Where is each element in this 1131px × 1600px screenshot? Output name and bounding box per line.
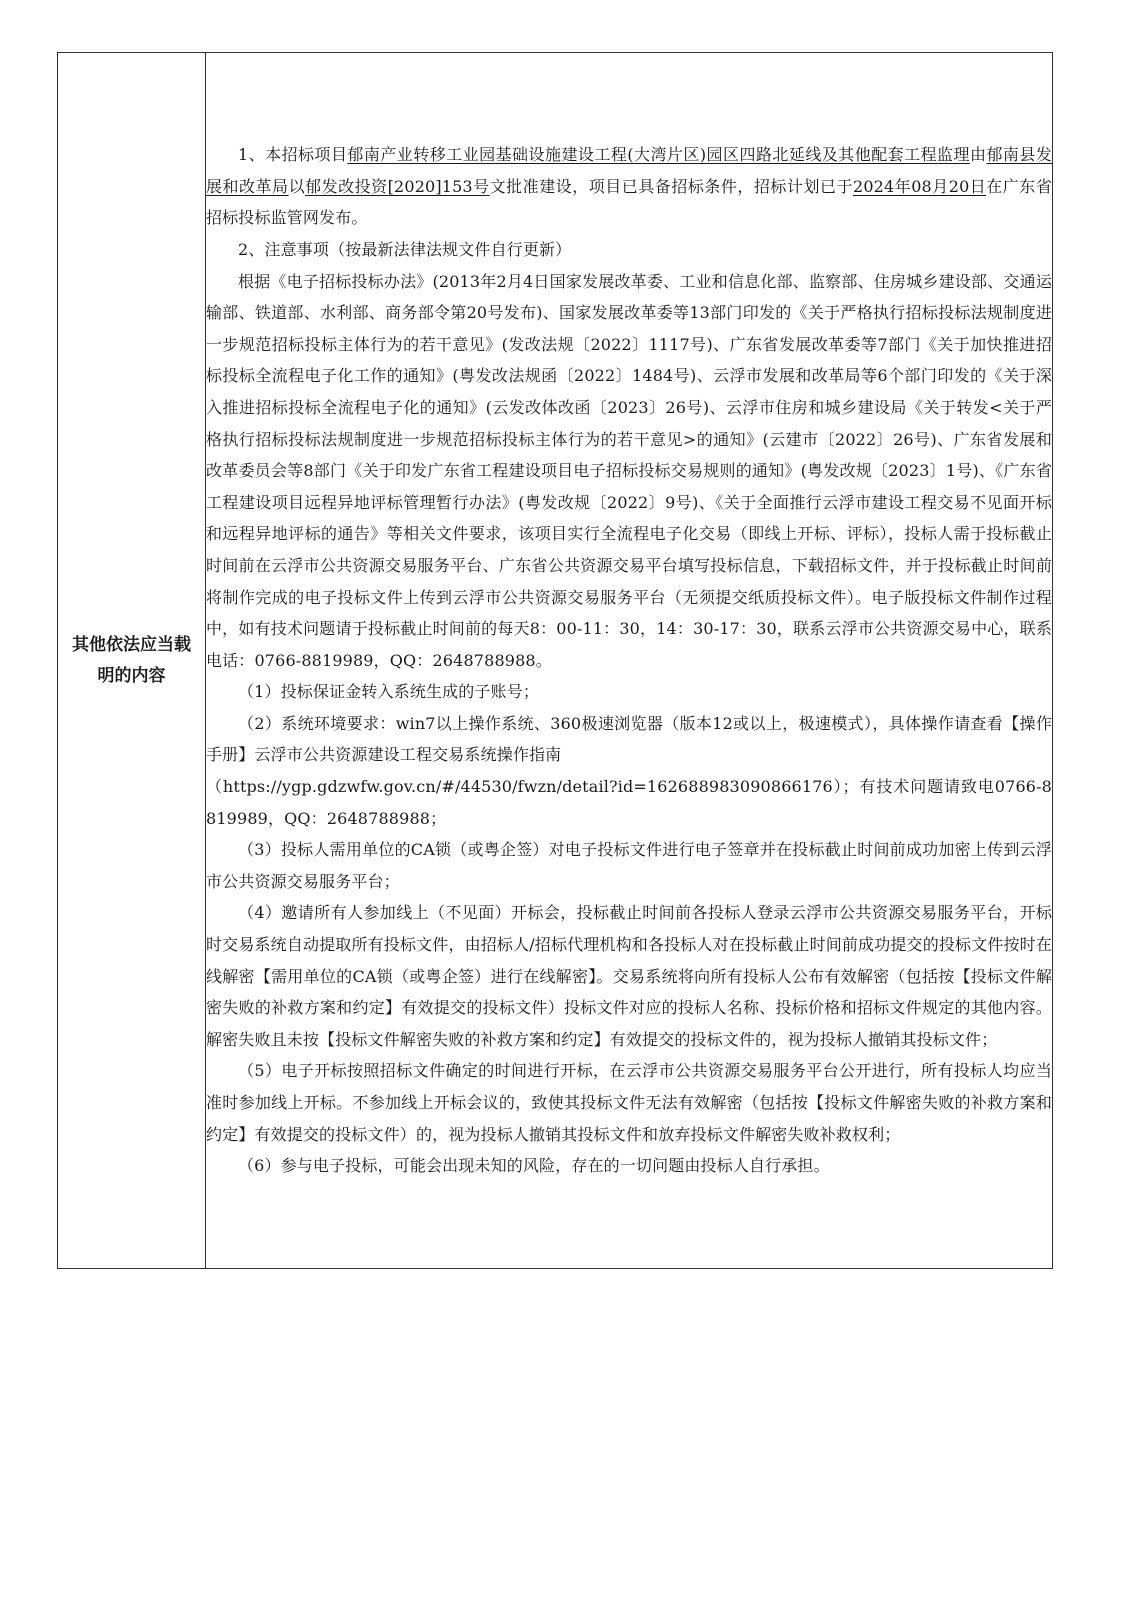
text-fragment: 在广东省招标投标监管网发布。 xyxy=(206,176,1052,228)
text-fragment: 1、本招标项目 xyxy=(238,145,348,165)
paragraph-item-2: （2）系统环境要求：win7以上操作系统、360极速浏览器（版本12或以上，极速模式），具体操作请查看【操作手册】云浮市公共资源建设工程交易系统操作指南 xyxy=(206,713,1052,765)
paragraph-item-1: （1）投标保证金转入系统生成的子账号； xyxy=(238,682,540,702)
paragraph-item-4: （4）邀请所有人参加线上（不见面）开标会，投标截止时间前各投标人登录云浮市公共资源交易服务平台，开标时交易系统自动提取所有投标文件，由招标人/招标代理机构和各投标人对在投标截止时间前成功提交的投标文件按时在线解密【需用单位的CA锁（或粤企签）进行在线解密】。交易系统将向所有投标人公布有效解密（包括按【投标文件解密失败的补救方案和约定】有效提交的投标文件）投标文件对应的投标人名称、投标价格和招标文件规定的其他内容。解密失败且未按【投标文件解密失败的补救方案和约定】有效提交的投标文件的，视为投标人撤销其投标文件； xyxy=(206,903,1052,1049)
paragraph-legal-basis: 根据《电子招标投标办法》(2013年2月4日国家发展改革委、工业和信息化部、监察部、住房城乡建设部、交通运输部、铁道部、水利部、商务部令第20号发布)、国家发展改革委等13部门印发的《关于严格执行招标投标法规制度进一步规范招标投标主体行为的若干意见》(发改法规〔2022〕1117号)、广东省发展改革委等7部门《关于加快推进招标投标全流程电子化工作的通知》(粤发改法规函〔2022〕1484号)、云浮市发展和改革局等6个部门印发的《关于深入推进招标投标全流程电子化的通知》(云发改体改函〔2023〕26号)、云浮市住房和城乡建设局《关于转发<关于严格执行招标投标法规制度进一步规范招标投标主体行为的若干意见>的通知》(云建市〔2022〕26号)、广东省发展和改革委员会等8部门《关于印发广东省工程建设项目电子招标投标交易规则的通知》(粤发改规〔2023〕1号)、《广东省工程建设项目远程异地评标管理暂行办法》(粤发改规〔2022〕9号)、《关于全面推行云浮市建设工程交易不见面开标和远程异地评标的通告》等相关文件要求，该项目实行全流程电子化交易（即线上开标、评标），投标人需于投标截止时间前在云浮市公共资源交易服务平台、广东省公共资源交易平台填写投标信息，下载招标文件，并于投标截止时间前将制作完成的电子投标文件上传到云浮市公共资源交易服务平台（无须提交纸质投标文件）。电子版投标文件制作过程中，如有技术问题请于投标截止时间前的每天8：00-11：30，14：30-17：30，联系云浮市公共资源交易中心，联系电话：0766-8819989，QQ：2648788988。 xyxy=(206,271,1052,670)
text-fragment: 文批准建设，项目已具备招标条件，招标计划已于 xyxy=(489,176,853,196)
approval-authority: 郁南县发展和改革局 xyxy=(206,145,1052,196)
paragraph-item-6: （6）参与电子投标，可能会出现未知的风险，存在的一切问题由投标人自行承担。 xyxy=(238,1156,830,1176)
text-fragment: 由 xyxy=(969,145,987,165)
publish-date: 2024年08月20日 xyxy=(853,176,987,196)
row-label-cell xyxy=(58,53,206,1269)
paragraph-item-5: （5）电子开标按照招标文件确定的时间进行开标，在云浮市公共资源交易服务平台公开进行，所有投标人均应当准时参加线上开标。不参加线上开标会议的，致使其投标文件无法有效解密（包括按【投标文件解密失败的补救方案和约定】有效提交的投标文件）的，视为投标人撤销其投标文件和放弃投标文件解密失败补救权利； xyxy=(206,1061,1052,1144)
paragraph-notes-heading: 2、注意事项（按最新法律法规文件自行更新） xyxy=(238,239,572,259)
row-content-cell xyxy=(206,53,1053,1269)
paragraph-project-approval xyxy=(206,139,1052,234)
project-name: 郁南产业转移工业园基础设施建设工程(大湾片区)园区四路北延线及其他配套工程监理 xyxy=(347,145,970,165)
notice-table xyxy=(57,52,1053,1269)
paragraph-item-2-link: （https://ygp.gdzwfw.gov.cn/#/44530/fwzn/detail?id=1626889830908661​76）；有技术问题请致电0766-8819989，QQ：2648788988； xyxy=(206,777,1052,828)
table-row xyxy=(58,53,1053,1269)
text-fragment: 以 xyxy=(288,176,306,196)
row-label: 其他依法应当载明的内容 xyxy=(72,634,191,686)
paragraph-item-3: （3）投标人需用单位的CA锁（或粤企签）对电子投标文件进行电子签章并在投标截止时间前成功加密上传到云浮市公共资源交易服务平台； xyxy=(206,840,1052,891)
approval-document-number: 郁发改投资[2020]153号 xyxy=(305,176,490,196)
